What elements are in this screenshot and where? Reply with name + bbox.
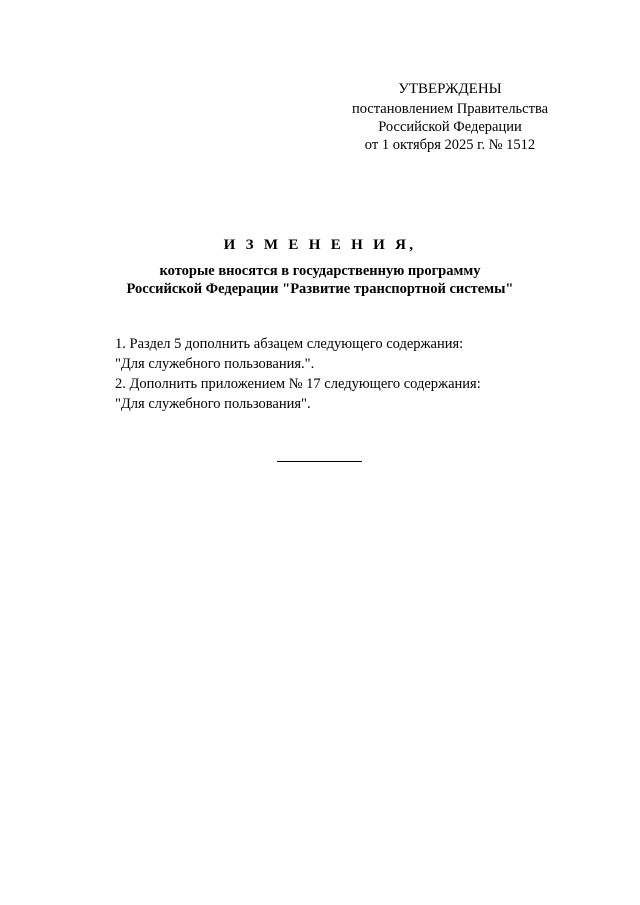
approval-line: от 1 октября 2025 г. № 1512 <box>364 137 536 153</box>
end-divider-line <box>277 461 362 462</box>
document-title-block <box>60 236 580 298</box>
approval-heading: УТВЕРЖДЕНЫ <box>398 81 502 97</box>
document-title: И З М Е Н Е Н И Я, <box>223 237 417 253</box>
approval-stamp <box>330 80 570 154</box>
document-subtitle-line: Российской Федерации "Развитие транспортной системы" <box>126 281 514 297</box>
document-body <box>115 334 585 414</box>
body-paragraph: "Для служебного пользования". <box>115 396 311 412</box>
body-paragraph: 2. Дополнить приложением № 17 следующего содержания: <box>115 376 481 392</box>
body-paragraph: "Для служебного пользования.". <box>115 356 315 372</box>
body-paragraph: 1. Раздел 5 дополнить абзацем следующего содержания: <box>115 336 464 352</box>
document-subtitle-line: которые вносятся в государственную программу <box>159 263 481 279</box>
approval-line: постановлением Правительства <box>351 101 549 117</box>
approval-line: Российской Федерации <box>378 119 522 135</box>
